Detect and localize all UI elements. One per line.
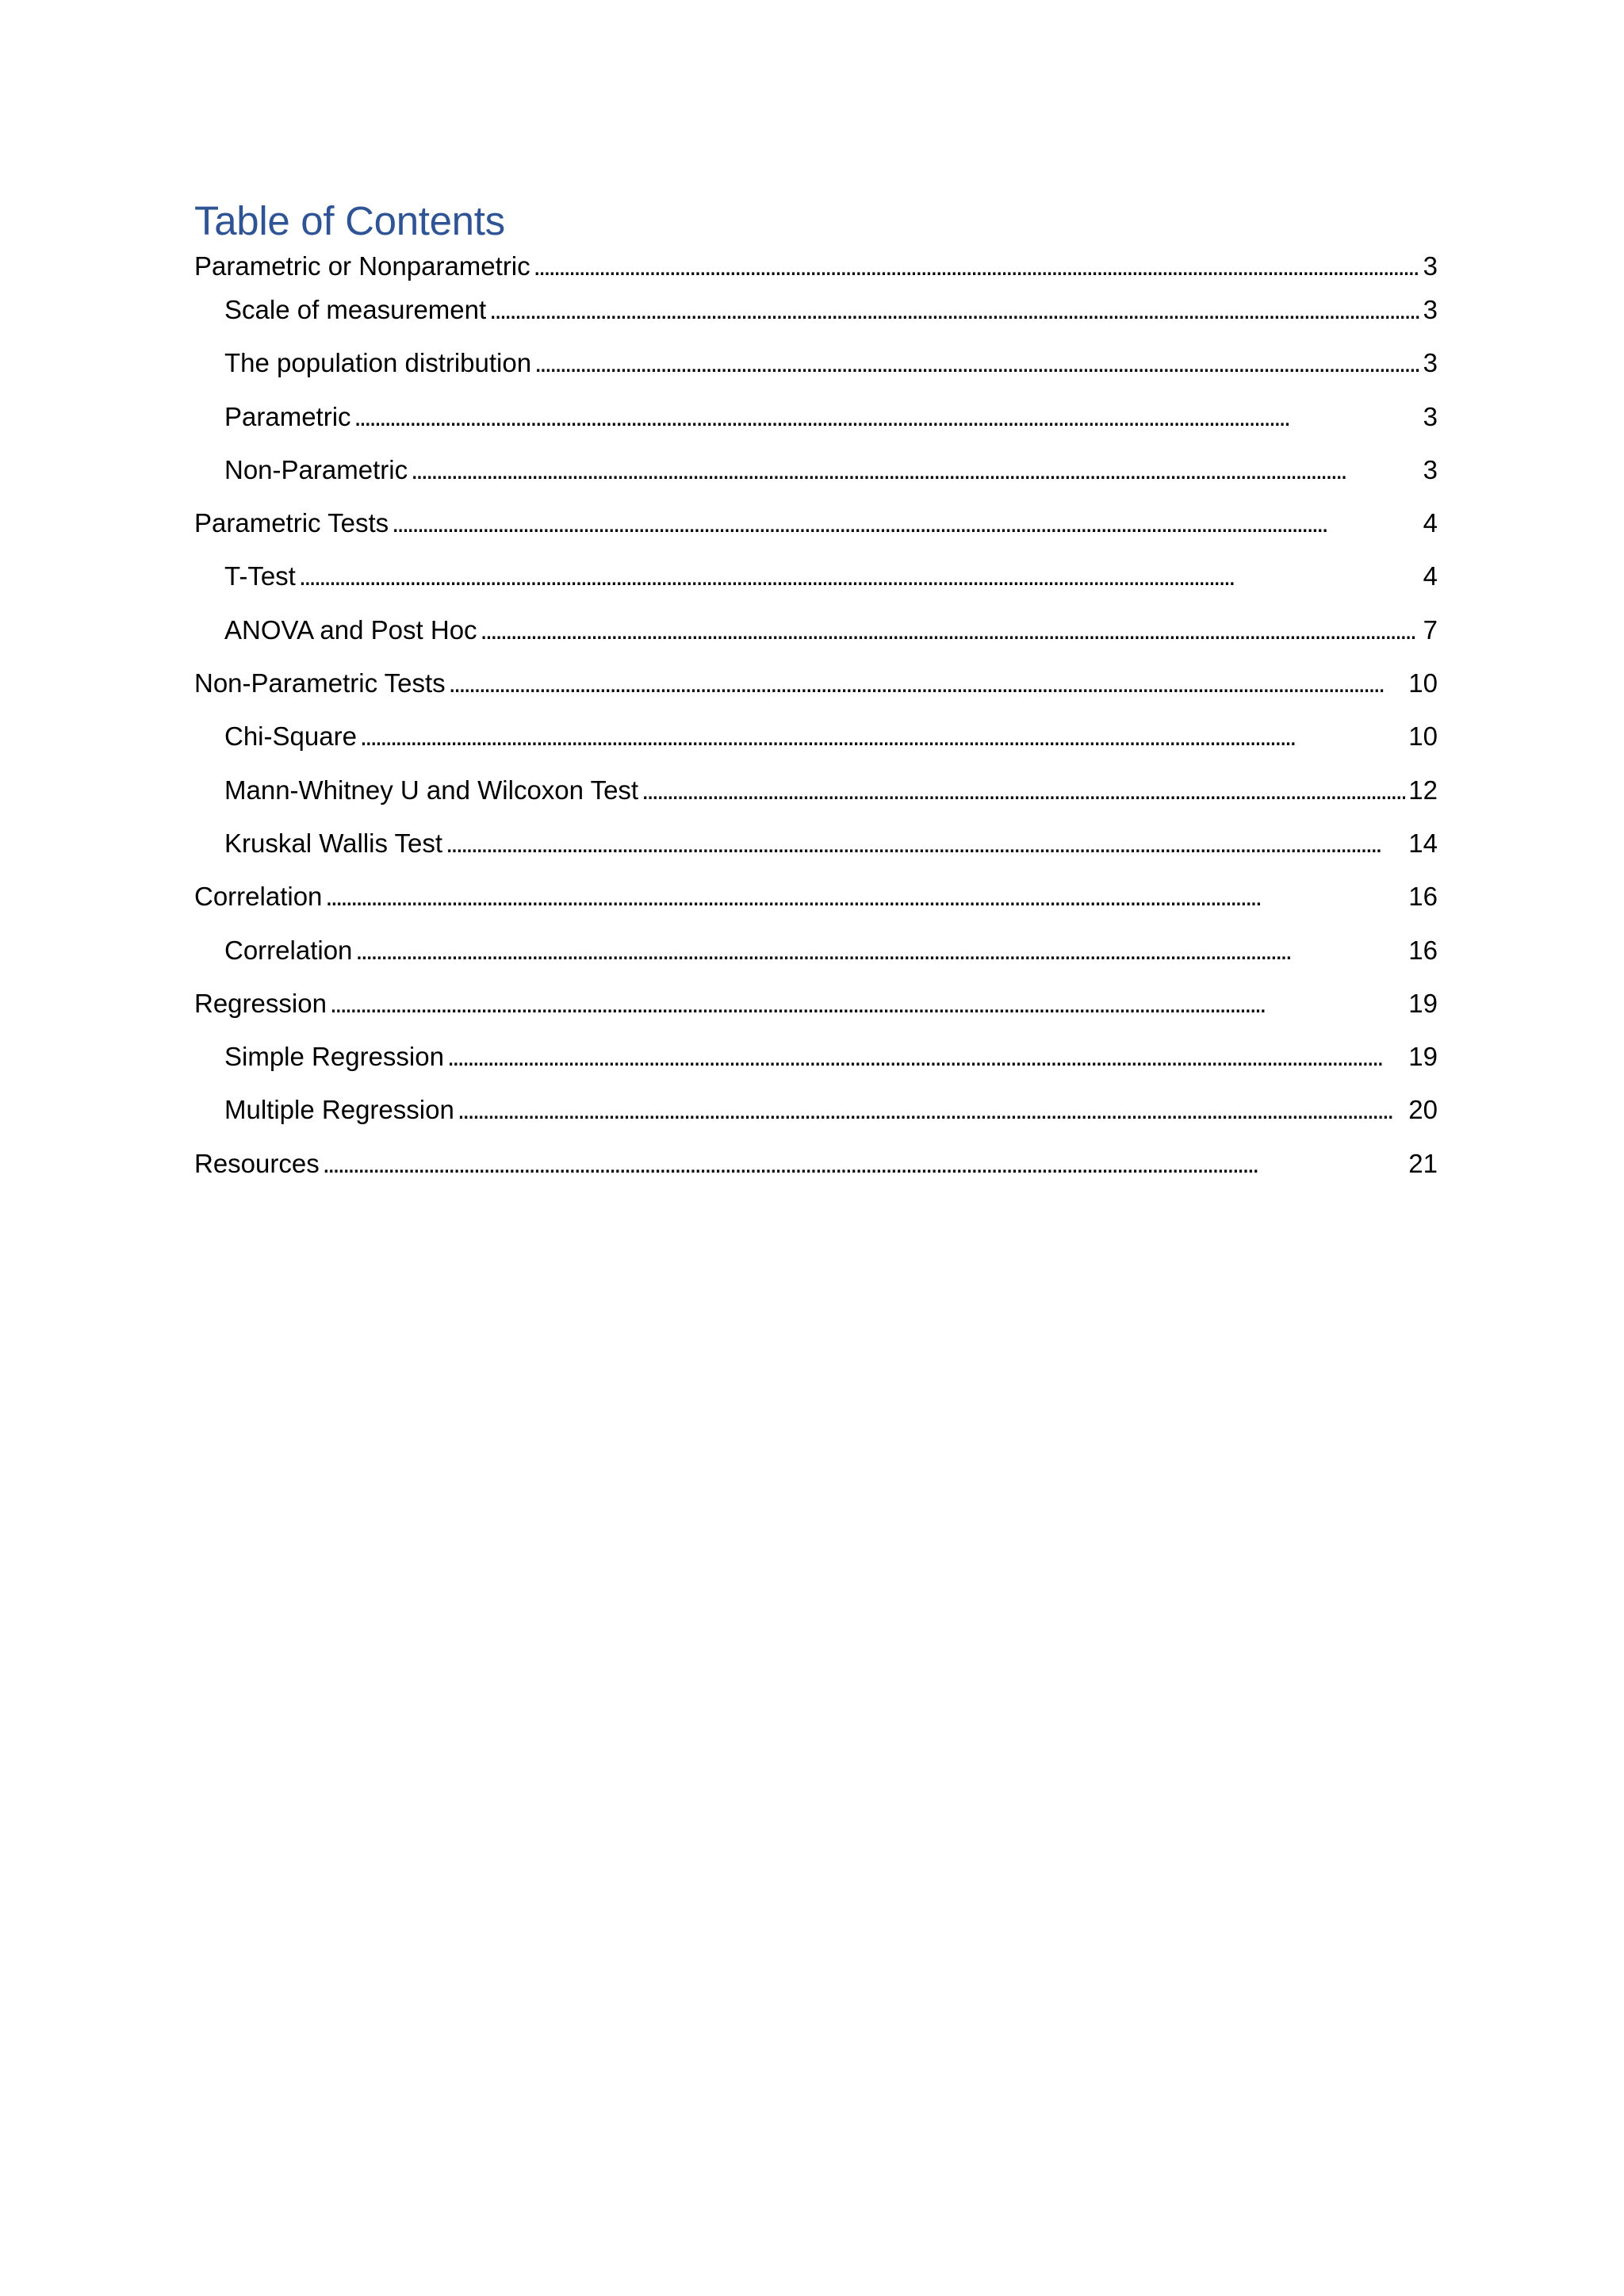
toc-entry-page: 21 [1408, 1148, 1438, 1178]
toc-list [194, 249, 1438, 1200]
toc-entry-label: Parametric Tests [194, 508, 389, 538]
toc-entry-parametric-tests[interactable] [194, 506, 1438, 559]
toc-entry-multiple-regression[interactable] [194, 1093, 1438, 1146]
toc-entry-page: 4 [1423, 508, 1438, 538]
toc-entry-page: 3 [1423, 454, 1438, 484]
toc-entry-label: ANOVA and Post Hoc [224, 614, 477, 645]
dot-leader [411, 453, 1420, 488]
toc-entry-anova-and-post-hoc[interactable] [194, 613, 1438, 666]
toc-entry-simple-regression[interactable] [194, 1039, 1438, 1093]
toc-entry-parametric-or-nonparametric[interactable] [194, 249, 1438, 293]
toc-entry-label: T-Test [224, 561, 296, 591]
toc-entry-page: 16 [1408, 882, 1438, 912]
dot-leader [354, 400, 1420, 434]
toc-entry-page: 4 [1423, 561, 1438, 591]
toc-entry-page: 3 [1423, 401, 1438, 431]
dot-leader [534, 346, 1420, 381]
toc-entry-page: 3 [1423, 348, 1438, 378]
toc-entry-label: The population distribution [224, 348, 532, 378]
toc-entry-chi-square[interactable] [194, 719, 1438, 772]
dot-leader [534, 249, 1420, 284]
toc-entry-t-test[interactable] [194, 559, 1438, 612]
toc-entry-page: 3 [1423, 295, 1438, 324]
toc-entry-population-distribution[interactable] [194, 346, 1438, 399]
toc-entry-label: Kruskal Wallis Test [224, 828, 443, 858]
toc-entry-scale-of-measurement[interactable] [194, 293, 1438, 346]
toc-entry-label: Mann-Whitney U and Wilcoxon Test [224, 775, 639, 805]
toc-entry-non-parametric-tests[interactable] [194, 666, 1438, 719]
toc-entry-label: Parametric [224, 401, 351, 431]
toc-entry-page: 14 [1408, 828, 1438, 858]
toc-entry-page: 16 [1408, 935, 1438, 965]
toc-entry-correlation-section[interactable] [194, 879, 1438, 932]
toc-title: Table of Contents [194, 198, 505, 243]
dot-leader [299, 559, 1420, 594]
toc-entry-page: 7 [1423, 614, 1438, 645]
dot-leader [392, 506, 1420, 541]
toc-entry-mann-whitney-wilcoxon[interactable] [194, 773, 1438, 826]
toc-entry-page: 20 [1408, 1095, 1438, 1125]
table-of-contents [194, 193, 1438, 1200]
dot-leader [481, 613, 1420, 648]
toc-entry-page: 19 [1408, 988, 1438, 1018]
toc-entry-label: Resources [194, 1148, 320, 1178]
dot-leader [449, 666, 1406, 701]
toc-entry-label: Correlation [194, 882, 323, 912]
dot-leader [642, 773, 1405, 808]
toc-entry-page: 12 [1408, 775, 1438, 805]
dot-leader [323, 1146, 1406, 1181]
toc-entry-page: 3 [1423, 251, 1438, 281]
dot-leader [360, 719, 1405, 754]
dot-leader [447, 1039, 1405, 1074]
toc-entry-label: Regression [194, 988, 327, 1018]
toc-entry-label: Correlation [224, 935, 353, 965]
toc-entry-label: Non-Parametric Tests [194, 668, 446, 698]
dot-leader [446, 826, 1405, 861]
toc-entry-page: 19 [1408, 1042, 1438, 1072]
toc-entry-label: Simple Regression [224, 1042, 444, 1072]
toc-entry-correlation[interactable] [194, 933, 1438, 986]
toc-entry-parametric[interactable] [194, 400, 1438, 453]
toc-entry-kruskal-wallis[interactable] [194, 826, 1438, 879]
dot-leader [330, 986, 1405, 1021]
toc-entry-label: Scale of measurement [224, 295, 487, 324]
toc-entry-label: Multiple Regression [224, 1095, 454, 1125]
toc-entry-page: 10 [1408, 721, 1438, 752]
dot-leader [489, 293, 1419, 327]
toc-entry-label: Parametric or Nonparametric [194, 251, 530, 281]
toc-entry-non-parametric[interactable] [194, 453, 1438, 506]
toc-entry-regression[interactable] [194, 986, 1438, 1039]
dot-leader [458, 1093, 1405, 1127]
toc-entry-resources[interactable] [194, 1146, 1438, 1200]
toc-entry-label: Non-Parametric [224, 454, 408, 484]
toc-entry-page: 10 [1408, 668, 1438, 698]
toc-entry-label: Chi-Square [224, 721, 357, 752]
dot-leader [325, 879, 1405, 914]
dot-leader [355, 933, 1405, 968]
